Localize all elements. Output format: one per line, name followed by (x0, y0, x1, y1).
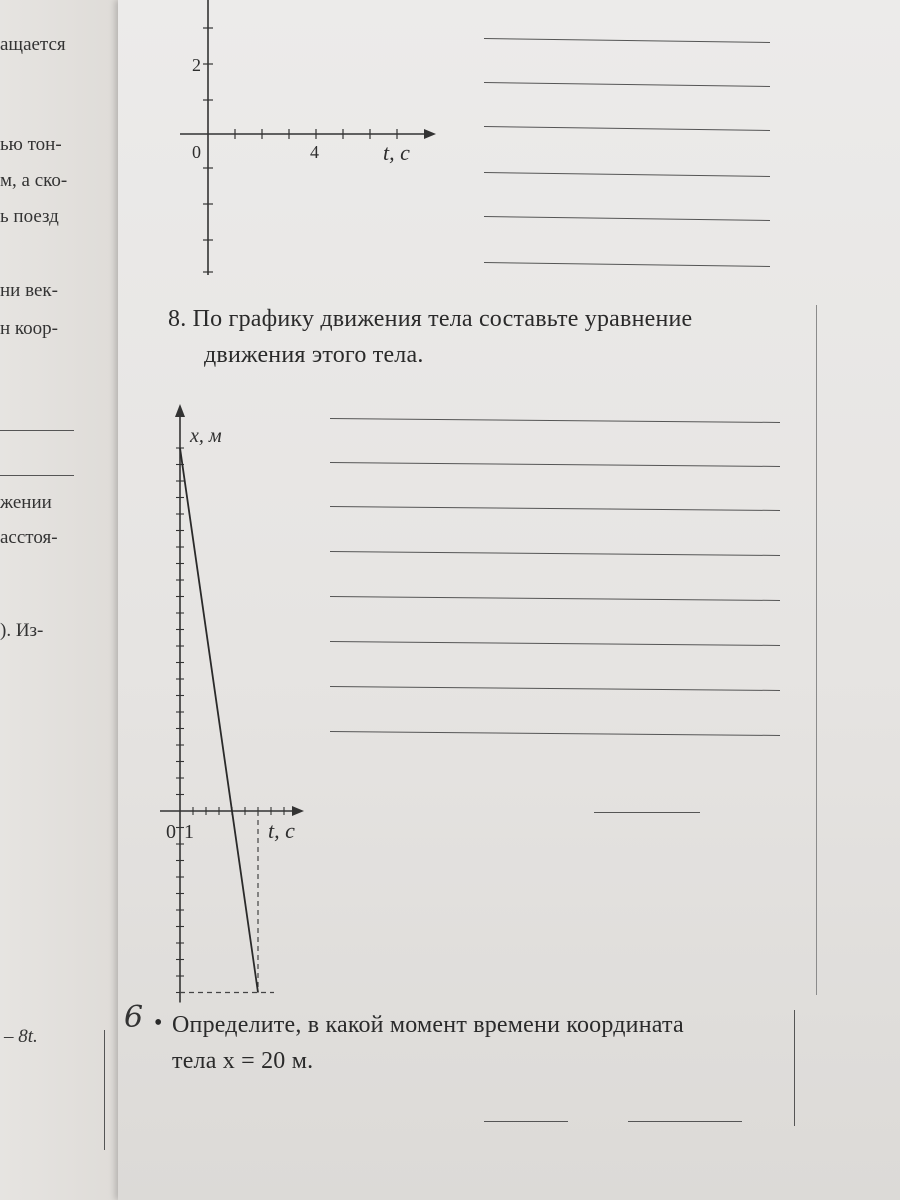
top-graph-x-arrow (424, 129, 436, 139)
answer-line (330, 551, 780, 556)
left-answer-line (0, 430, 74, 431)
answer-line (484, 1121, 568, 1122)
left-page-fragment: ). Из- (0, 620, 44, 641)
answer-line (594, 812, 700, 813)
answer-line (484, 126, 770, 131)
answer-line (330, 596, 780, 601)
motion-graph (138, 395, 348, 1015)
chart-x-axis-label: t, c (268, 818, 295, 843)
answer-line (484, 82, 770, 87)
answer-line (484, 262, 770, 267)
task-8-line-2: движения этого тела. (204, 342, 424, 368)
chart-y-axis-label: x, м (190, 425, 222, 447)
task-bullet-line-2: тела x = 20 м. (172, 1048, 314, 1074)
left-page-fragment: асстоя- (0, 527, 58, 548)
task-8-line-1: 8. По графику движения тела составьте уравнение (168, 306, 693, 332)
top-graph (118, 0, 458, 290)
chart-x-tick-label: 1 (184, 821, 194, 843)
answer-line (330, 731, 780, 736)
answer-line (484, 216, 770, 221)
handwritten-mark: 6 (124, 1000, 144, 1035)
task-bullet: • (154, 1010, 163, 1036)
answer-line (330, 506, 780, 511)
task-bullet-line-1: Определите, в какой момент времени координата (172, 1012, 684, 1038)
left-page-fragment: жении (0, 492, 52, 513)
answer-line (330, 462, 780, 467)
left-page (0, 0, 130, 1200)
chart-origin-label: 0 (166, 821, 176, 843)
answer-line (484, 38, 770, 43)
left-page-fragment: ь поезд (0, 206, 59, 227)
left-answer-line (0, 475, 74, 476)
chart-y-arrow (175, 404, 185, 417)
left-page-fragment: ью тон- (0, 134, 62, 155)
left-page-fragment: ащается (0, 34, 66, 55)
answer-line (628, 1121, 742, 1122)
top-graph-y-tick-label: 2 (192, 55, 201, 75)
answer-line (330, 686, 780, 691)
left-page-fragment: м, а ско- (0, 170, 68, 191)
answer-line (330, 418, 780, 423)
top-graph-origin-label: 0 (192, 142, 201, 162)
left-page-fragment: ни век- (0, 280, 58, 301)
chart-x-arrow (292, 806, 304, 816)
left-page-fragment: – 8t. (4, 1026, 38, 1047)
answer-line (484, 172, 770, 177)
page-frame-line (816, 305, 817, 995)
top-graph-x-tick-label: 4 (310, 142, 319, 162)
page-frame-line (794, 1010, 795, 1126)
top-graph-x-axis-label: t, c (383, 140, 410, 165)
answer-line (330, 641, 780, 646)
workbook-page (118, 0, 900, 1200)
page-frame-line (104, 1030, 105, 1150)
left-page-fragment: н коор- (0, 318, 59, 339)
chart-series-line (180, 448, 258, 993)
